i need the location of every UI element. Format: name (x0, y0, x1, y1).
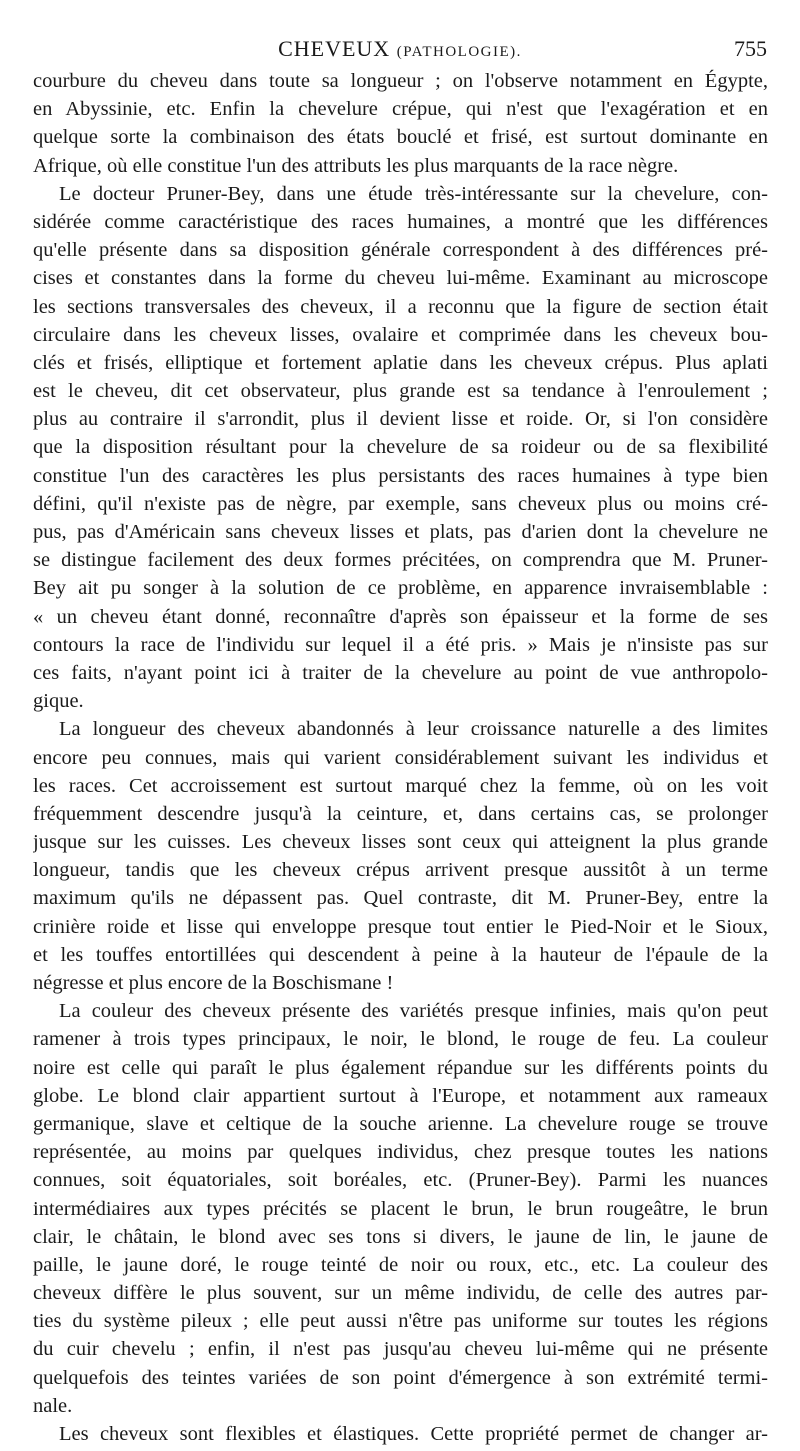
text-line: crinière roide et lisse qui enveloppe presque tout entier le Pied-Noir et le Sioux, (33, 915, 768, 938)
text-line: du cuir chevelu ; enfin, il n'est pas jusqu'au cheveu lui-même qui ne présente (33, 1338, 768, 1361)
text-line: paille, le jaune doré, le rouge teinté de noir ou roux, etc., etc. La couleur des (33, 1253, 768, 1276)
text-line: cises et constantes dans la forme du cheveu lui-même. Examinant au microscope (33, 267, 768, 290)
text-line: les sections transversales des cheveux, il a reconnu que la figure de section était (33, 295, 768, 318)
running-title (0, 36, 800, 62)
text-line: Les cheveux sont flexibles et élastiques. Cette propriété permet de changer ar- (59, 1423, 768, 1445)
text-line: germanique, slave et celtique de la souche arienne. La chevelure rouge se trouve (33, 1112, 768, 1135)
text-line: « un cheveu étant donné, reconnaître d'après son épaisseur et la forme de ses (33, 605, 768, 628)
text-line: défini, qu'il n'existe pas de nègre, par exemple, sans cheveux plus ou moins cré- (33, 492, 768, 515)
text-line: en Abyssinie, etc. Enfin la chevelure crépue, qui n'est que l'exagération et en (33, 98, 768, 121)
text-line: La couleur des cheveux présente des variétés presque infinies, mais qu'on peut (59, 1000, 768, 1023)
text-line: et les touffes entortillées qui descendent à peine à la hauteur de l'épaule de la (33, 943, 768, 966)
text-line: que la disposition résultant pour la chevelure de sa roideur ou de sa flexibilité (33, 436, 768, 459)
text-line: plus au contraire il s'arrondit, plus il devient lisse et roide. Or, si l'on considère (33, 408, 768, 431)
text-line: ramener à trois types principaux, le noir, le blond, le rouge de feu. La couleur (33, 1028, 768, 1051)
text-line: gique. (33, 690, 84, 713)
text-line: négresse et plus encore de la Boschismane ! (33, 972, 394, 994)
text-line: cheveux diffère le plus souvent, sur un même individu, de celle des autres par- (33, 1282, 768, 1305)
running-title-main: CHEVEUX (278, 36, 391, 61)
text-line: Bey ait pu songer à la solution de ce problème, en apparence invraisemblable : (33, 577, 768, 600)
text-line: noire est celle qui paraît le plus également répandue sur les différents points du (33, 1056, 768, 1079)
text-line: fréquemment descendre jusqu'à la ceinture, et, dans certains cas, se prolonger (33, 802, 768, 825)
text-line: constitue l'un des caractères les plus persistants des races humaines à type bien (33, 464, 768, 487)
text-line: jusque sur les cuisses. Les cheveux lisses sont ceux qui atteignent la plus grande (33, 831, 768, 854)
text-line: ties du système pileux ; elle peut aussi n'être pas uniforme sur toutes les régions (33, 1310, 768, 1333)
text-line: qu'elle présente dans sa disposition générale correspondent à des différences pré- (33, 239, 768, 262)
text-line: contours la race de l'individu sur lequel il a été pris. » Mais je n'insiste pas sur (33, 633, 768, 656)
text-line: globe. Le blond clair appartient surtout à l'Europe, et notamment aux rameaux (33, 1084, 768, 1107)
page-number: 755 (734, 36, 767, 61)
text-line: est le cheveu, dit cet observateur, plus grande est sa tendance à l'enroulement ; (33, 380, 768, 403)
text-line: se distingue facilement des deux formes précitées, on comprendra que M. Pruner- (33, 549, 768, 572)
text-line: clés et frisés, elliptique et fortement aplatie dans les cheveux crépus. Plus aplati (33, 351, 768, 374)
running-head (0, 36, 800, 66)
text-line: Le docteur Pruner-Bey, dans une étude très-intéressante sur la chevelure, con- (59, 182, 768, 205)
text-line: encore peu connues, mais qui varient considérablement suivant les individus et (33, 746, 768, 769)
text-line: les races. Cet accroissement est surtout marqué chez la femme, où on les voit (33, 774, 768, 797)
text-line: nale. (33, 1394, 73, 1417)
text-line: intermédiaires aux types précités se placent le brun, le brun rougeâtre, le brun (33, 1197, 768, 1220)
text-line: maximum qu'ils ne dépassent pas. Quel contraste, dit M. Pruner-Bey, entre la (33, 887, 768, 910)
text-line: Afrique, où elle constitue l'un des attributs les plus marquants de la race nègre. (33, 154, 679, 177)
text-line: pus, pas d'Américain sans cheveux lisses et plats, pas d'arien dont la chevelure ne (33, 521, 768, 543)
text-line: sidérée comme caractéristique des races humaines, a montré que les différences (33, 210, 768, 233)
text-line: longueur, tandis que les cheveux crépus arrivent presque aussitôt à un terme (33, 859, 768, 882)
text-line: ces faits, n'ayant point ici à traiter de la chevelure au point de vue anthropolo- (33, 661, 768, 684)
text-line: courbure du cheveu dans toute sa longueur ; on l'observe notamment en Égypte, (33, 70, 768, 92)
running-title-subtitle: (PATHOLOGIE). (396, 44, 522, 60)
text-line: circulaire dans les cheveux lisses, ovalaire et comprimée dans les cheveux bou- (33, 323, 768, 346)
text-line: quelquefois des teintes variées de son point d'émergence à son extrémité termi- (33, 1366, 768, 1389)
text-line: La longueur des cheveux abandonnés à leur croissance naturelle a des limites (59, 718, 768, 741)
text-line: quelque sorte la combinaison des états bouclé et frisé, est surtout dominante en (33, 126, 768, 149)
text-line: clair, le châtain, le blond avec ses tons si divers, le jaune de lin, le jaune de (33, 1225, 768, 1248)
text-line: représentée, au moins par quelques individus, chez presque toutes les nations (33, 1141, 768, 1164)
text-line: connues, soit équatoriales, soit boréales, etc. (Pruner-Bey). Parmi les nuances (33, 1169, 768, 1192)
body-text (33, 67, 768, 1448)
